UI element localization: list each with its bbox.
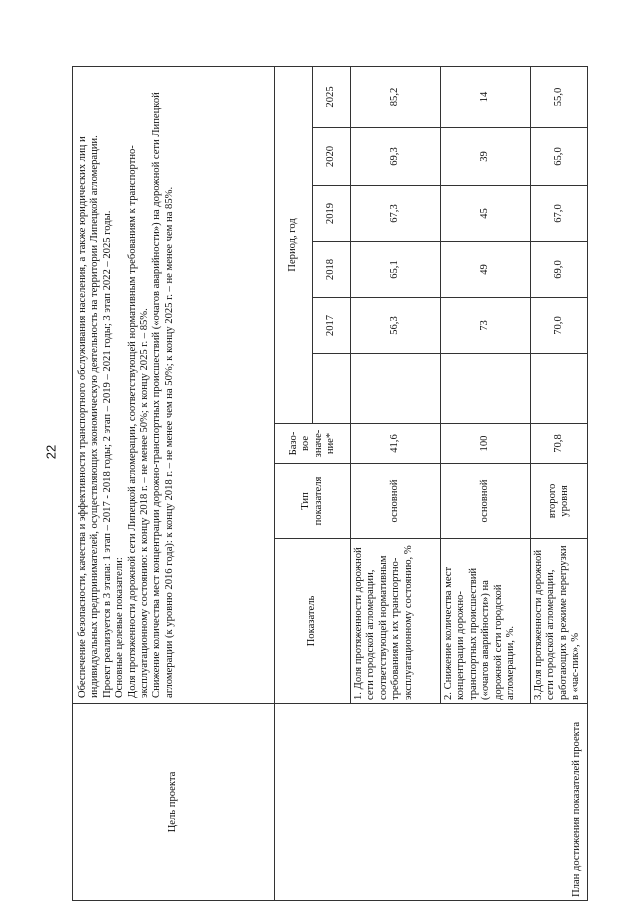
page-number: 22 — [43, 444, 59, 460]
description-paragraph: Проект реализуется в 3 этапа: 1 этап – 2017 - 2018 годы; 2 этап – 2019 – 2021 годы; 3 этап 2022 – 2025 годы. — [101, 210, 113, 698]
empty-cell — [351, 354, 441, 424]
empty-cell — [441, 354, 531, 424]
indicator-cell: 1. Доля протяженности дорожной сети городской агломерации, соответствующей нормативным требованиям к их транспортно-эксплуатационному состоянию, % — [351, 539, 441, 704]
value-cell: 85,2 — [351, 66, 441, 127]
value-cell: 14 — [441, 66, 531, 127]
plan-label: План достижения показателей проекта — [275, 704, 588, 901]
description-paragraph: Снижение количества мест концентрации дорожно-транспортных происшествий («очагов аварийности») на дорожной сети Липецкой агломерации (к уровню 2016 года): к концу 2018 г. – не менее чем на 50%; к концу 2025 г. – не менее чем на 85%. — [151, 92, 175, 698]
value-cell: 39 — [441, 128, 531, 186]
description-paragraph: Обеспечение безопасности, качества и эффективности транспортного обслуживания населения, а также юридических лиц и индивидуальных предпринимателей, осуществляющих экономическую деятельность на территории Липецкой агломерации. — [77, 135, 101, 698]
header-year: 2025 — [313, 66, 351, 127]
value-cell: 65,0 — [531, 128, 588, 186]
header-year: 2017 — [313, 298, 351, 354]
header-year: 2019 — [313, 186, 351, 242]
type-cell: основной — [351, 464, 441, 539]
empty-cell — [531, 354, 588, 424]
value-cell: 55,0 — [531, 66, 588, 127]
project-table-rotated — [72, 67, 587, 901]
value-cell: 70,0 — [531, 298, 588, 354]
project-description — [73, 66, 275, 703]
value-cell: 56,3 — [351, 298, 441, 354]
header-base: Базо-вое значе-ние* — [275, 424, 351, 464]
header-year: 2018 — [313, 242, 351, 298]
value-cell: 65,1 — [351, 242, 441, 298]
base-cell: 41,6 — [351, 424, 441, 464]
value-cell: 67,3 — [351, 186, 441, 242]
header-year-placeholder — [313, 354, 351, 424]
header-period: Период, год — [275, 66, 313, 423]
value-cell: 69,3 — [351, 128, 441, 186]
value-cell: 67,0 — [531, 186, 588, 242]
value-cell: 73 — [441, 298, 531, 354]
project-passport-table — [72, 66, 588, 901]
header-indicator: Показатель — [275, 539, 351, 704]
type-cell: основной — [441, 464, 531, 539]
base-cell: 70,8 — [531, 424, 588, 464]
value-cell: 45 — [441, 186, 531, 242]
value-cell: 49 — [441, 242, 531, 298]
header-type: Тип показателя — [275, 464, 351, 539]
value-cell: 69,0 — [531, 242, 588, 298]
indicator-cell: 3.Доля протяженности дорожной сети городской агломерации, работающих в режиме перегрузки в «час-пик», % — [531, 539, 588, 704]
indicator-cell: 2. Снижение количества мест концентрации дорожно-транспортных происшествий («очагов аварийности») на дорожной сети городской агломерации, %. — [441, 539, 531, 704]
type-cell: второго уровня — [531, 464, 588, 539]
header-year: 2020 — [313, 128, 351, 186]
base-cell: 100 — [441, 424, 531, 464]
description-paragraph: Основные целевые показатели: — [114, 557, 126, 698]
description-paragraph: Доля протяженности дорожной сети Липецкой агломерации, соответствующей нормативным требованиям к транспортно-эксплуатационному состоянию: к концу 2018 г. – не менее 50%; к концу 2025 г. – 85%. — [126, 145, 150, 698]
goal-label: Цель проекта — [73, 704, 275, 901]
